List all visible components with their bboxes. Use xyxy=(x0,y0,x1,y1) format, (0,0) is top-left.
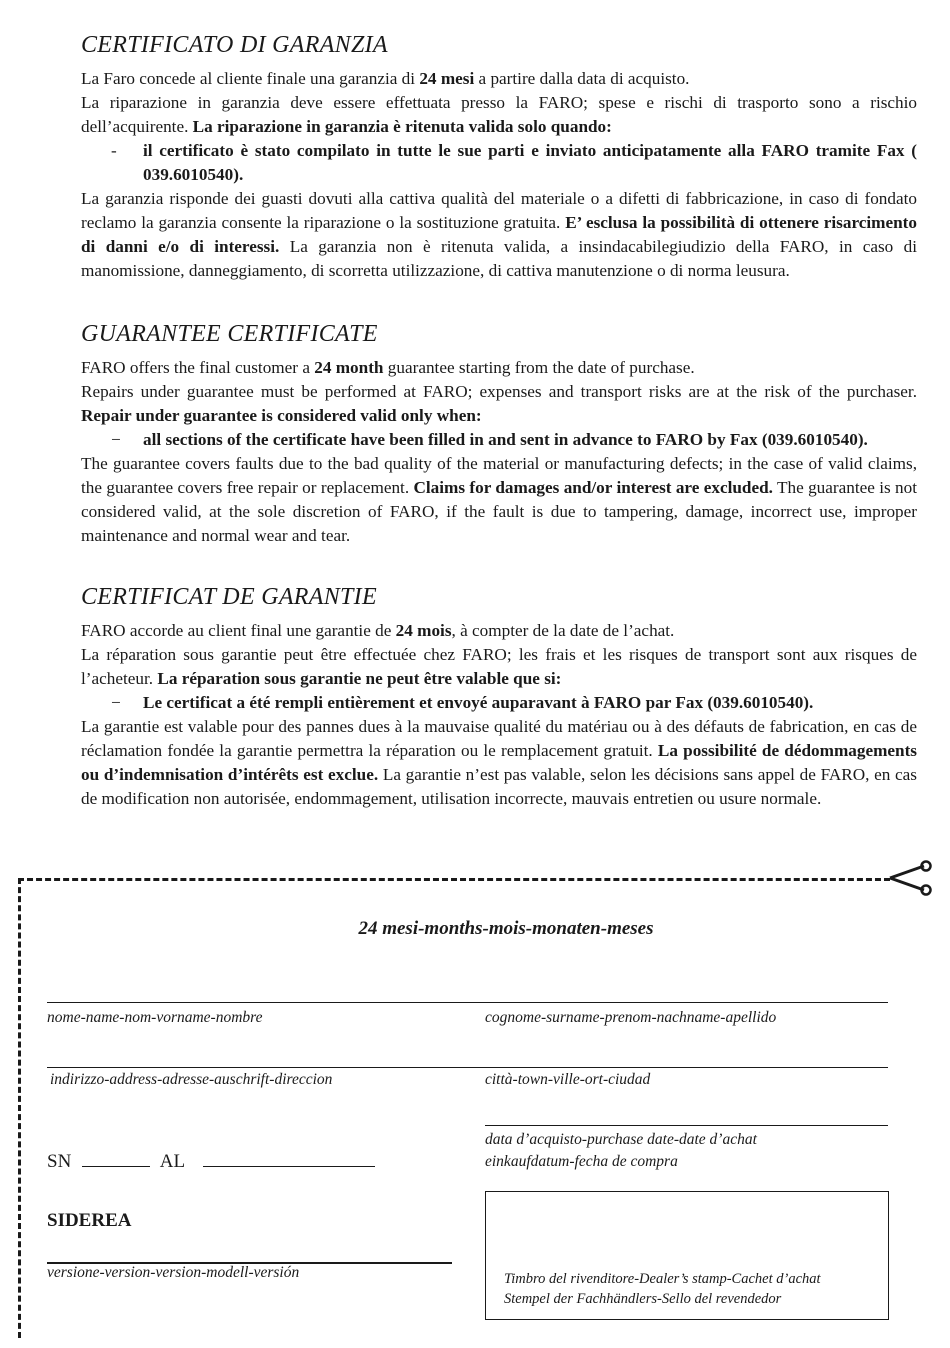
fr-p2-text: La réparation sous garantie peut être effectuée chez FARO; les frais et les risques de transport sont aux risques de l’acheteur. xyxy=(81,645,917,688)
fr-bullet-text: Le certificat a été rempli entièrement et envoyé auparavant à FARO par Fax (039.6010540). xyxy=(143,693,814,712)
it-p3-text-end: La garanzia non è ritenuta valida, a insindacabilegiudizio della FARO, in caso di manomissione, danneggiamento, di scorretta utilizzazione, di cattiva manutenzione o di norma leusura. xyxy=(81,237,917,280)
model-name: SIDEREA xyxy=(47,1210,132,1231)
address-field-line[interactable] xyxy=(47,1067,888,1068)
en-p3-text: The guarantee covers faults due to the bad quality of the material or manufacturing defects; in the case of valid claims, the guarantee covers free repair or replacement. xyxy=(81,454,917,497)
en-p2-text: Repairs under guarantee must be performed at FARO; expenses and transport risks are at the risk of the purchaser. xyxy=(81,382,917,401)
serial-number-row xyxy=(47,1150,375,1173)
section-italian xyxy=(81,32,917,283)
address-label: indirizzo-address-adresse-auschrift-direccion xyxy=(50,1071,333,1088)
en-p3-bold: Claims for damages and/or interest are excluded. xyxy=(413,478,773,497)
en-p2-bold: Repair under guarantee is considered valid only when: xyxy=(81,406,482,425)
it-p3-text: La garanzia risponde dei guasti dovuti alla cattiva qualità del materiale o a difetti di fabbricazione, in caso di fondato reclamo la garanzia consente la riparazione o la sostituzione gratuita. xyxy=(81,189,917,232)
it-bullet-text: il certificato è stato compilato in tutte le sue parti e inviato anticipatamente alla FARO tramite Fax ( 039.6010540). xyxy=(143,141,917,184)
it-bullet xyxy=(81,139,917,187)
stamp-label-line1: Timbro del rivenditore-Dealer’s stamp-Cachet d’achat xyxy=(504,1271,821,1287)
en-p1-bold: 24 month xyxy=(314,358,384,377)
it-p1-text-end: a partire dalla data di acquisto. xyxy=(474,69,690,88)
en-paragraph-1 xyxy=(81,356,917,380)
it-paragraph-1 xyxy=(81,67,917,91)
it-paragraph-3 xyxy=(81,187,917,283)
en-p3-text-end: The guarantee is not considered valid, at the sole discretion of FARO, if the fault is due to tampering, damage, incorrect use, improper maintenance and normal wear and tear. xyxy=(81,478,918,545)
fr-p3-text-end: La garantie n’est pas valable, selon les décisions sans appel de FARO, en cas de modification non autorisée, endommagement, utilisation incorrecte, mauvais entretien ou usure normale. xyxy=(81,765,917,808)
city-label: città-town-ville-ort-ciudad xyxy=(485,1071,651,1088)
scissors-icon xyxy=(888,860,932,896)
en-p1-text: FARO offers the final customer a xyxy=(81,358,315,377)
fr-p2-bold: La réparation sous garantie ne peut être valable que si: xyxy=(157,669,562,688)
title-french: CERTIFICAT DE GARANTIE xyxy=(81,584,377,610)
section-english xyxy=(81,321,917,548)
dealer-stamp-label xyxy=(504,1269,821,1309)
fr-p1-bold: 24 mois xyxy=(395,621,452,640)
it-bullet-dash: - xyxy=(111,141,117,160)
purchase-date-label xyxy=(485,1129,757,1173)
it-p2-text: La riparazione in garanzia deve essere effettuata presso la FARO; spese e rischi di trasporto sono a rischio dell’acquirente. xyxy=(81,93,917,136)
al-label: AL xyxy=(159,1151,185,1172)
it-paragraph-2 xyxy=(81,91,917,139)
fr-paragraph-3 xyxy=(81,715,917,811)
name-field-line[interactable] xyxy=(47,1002,888,1003)
it-p2-bold: La riparazione in garanzia è ritenuta valida solo quando: xyxy=(192,117,612,136)
fr-bullet xyxy=(81,691,917,715)
en-bullet xyxy=(81,428,917,452)
purchase-date-label-line1: data d’acquisto-purchase date-date d’achat xyxy=(485,1131,757,1148)
it-p1-bold: 24 mesi xyxy=(419,69,475,88)
fr-p1-text-end: , à compter de la date de l’achat. xyxy=(451,621,675,640)
fr-p3-text: La garantie est valable pour des pannes dues à la mauvaise qualité du matériau ou à des défauts de fabrication, en cas de réclamation fondée la garantie permettra la réparation ou le remplacement gratuit. xyxy=(81,717,917,760)
cut-line-horizontal xyxy=(18,878,890,881)
fr-paragraph-1 xyxy=(81,619,917,643)
en-paragraph-2 xyxy=(81,380,917,428)
en-paragraph-3 xyxy=(81,452,917,548)
en-bullet-text: all sections of the certificate have been filled in and sent in advance to FARO by Fax (039.6010540). xyxy=(143,430,868,449)
purchase-date-label-line2: einkaufdatum-fecha de compra xyxy=(485,1153,678,1170)
fr-p3-bold: La possibilité de dédommagements ou d’indemnisation d’intérêts est exclue. xyxy=(81,741,917,784)
title-italian: CERTIFICATO DI GARANZIA xyxy=(81,32,388,58)
cut-line-vertical xyxy=(18,878,21,1338)
section-french xyxy=(81,584,917,811)
sn-field[interactable] xyxy=(82,1150,150,1167)
dealer-stamp-box[interactable] xyxy=(485,1191,889,1320)
en-p1-text-end: guarantee starting from the date of purchase. xyxy=(383,358,695,377)
fr-bullet-dash: − xyxy=(111,693,121,712)
surname-label: cognome-surname-prenom-nachname-apellido xyxy=(485,1009,777,1026)
form-heading: 24 mesi-months-mois-monaten-meses xyxy=(358,918,654,939)
it-p1-text: La Faro concede al cliente finale una garanzia di xyxy=(81,69,420,88)
fr-paragraph-2 xyxy=(81,643,917,691)
version-label: versione-version-version-modell-versión xyxy=(47,1264,300,1281)
stamp-label-line2: Stempel der Fachhändlers-Sello del revendedor xyxy=(504,1291,782,1307)
date-field-line[interactable] xyxy=(485,1125,888,1126)
al-field[interactable] xyxy=(203,1150,375,1167)
it-p3-bold: E’ esclusa la possibilità di ottenere risarcimento di danni e/o di interessi. xyxy=(81,213,918,256)
fr-p1-text: FARO accorde au client final une garantie de xyxy=(81,621,396,640)
en-bullet-dash: − xyxy=(111,430,121,449)
title-english: GUARANTEE CERTIFICATE xyxy=(81,321,378,347)
sn-label: SN xyxy=(47,1151,72,1172)
name-label: nome-name-nom-vorname-nombre xyxy=(47,1009,263,1026)
